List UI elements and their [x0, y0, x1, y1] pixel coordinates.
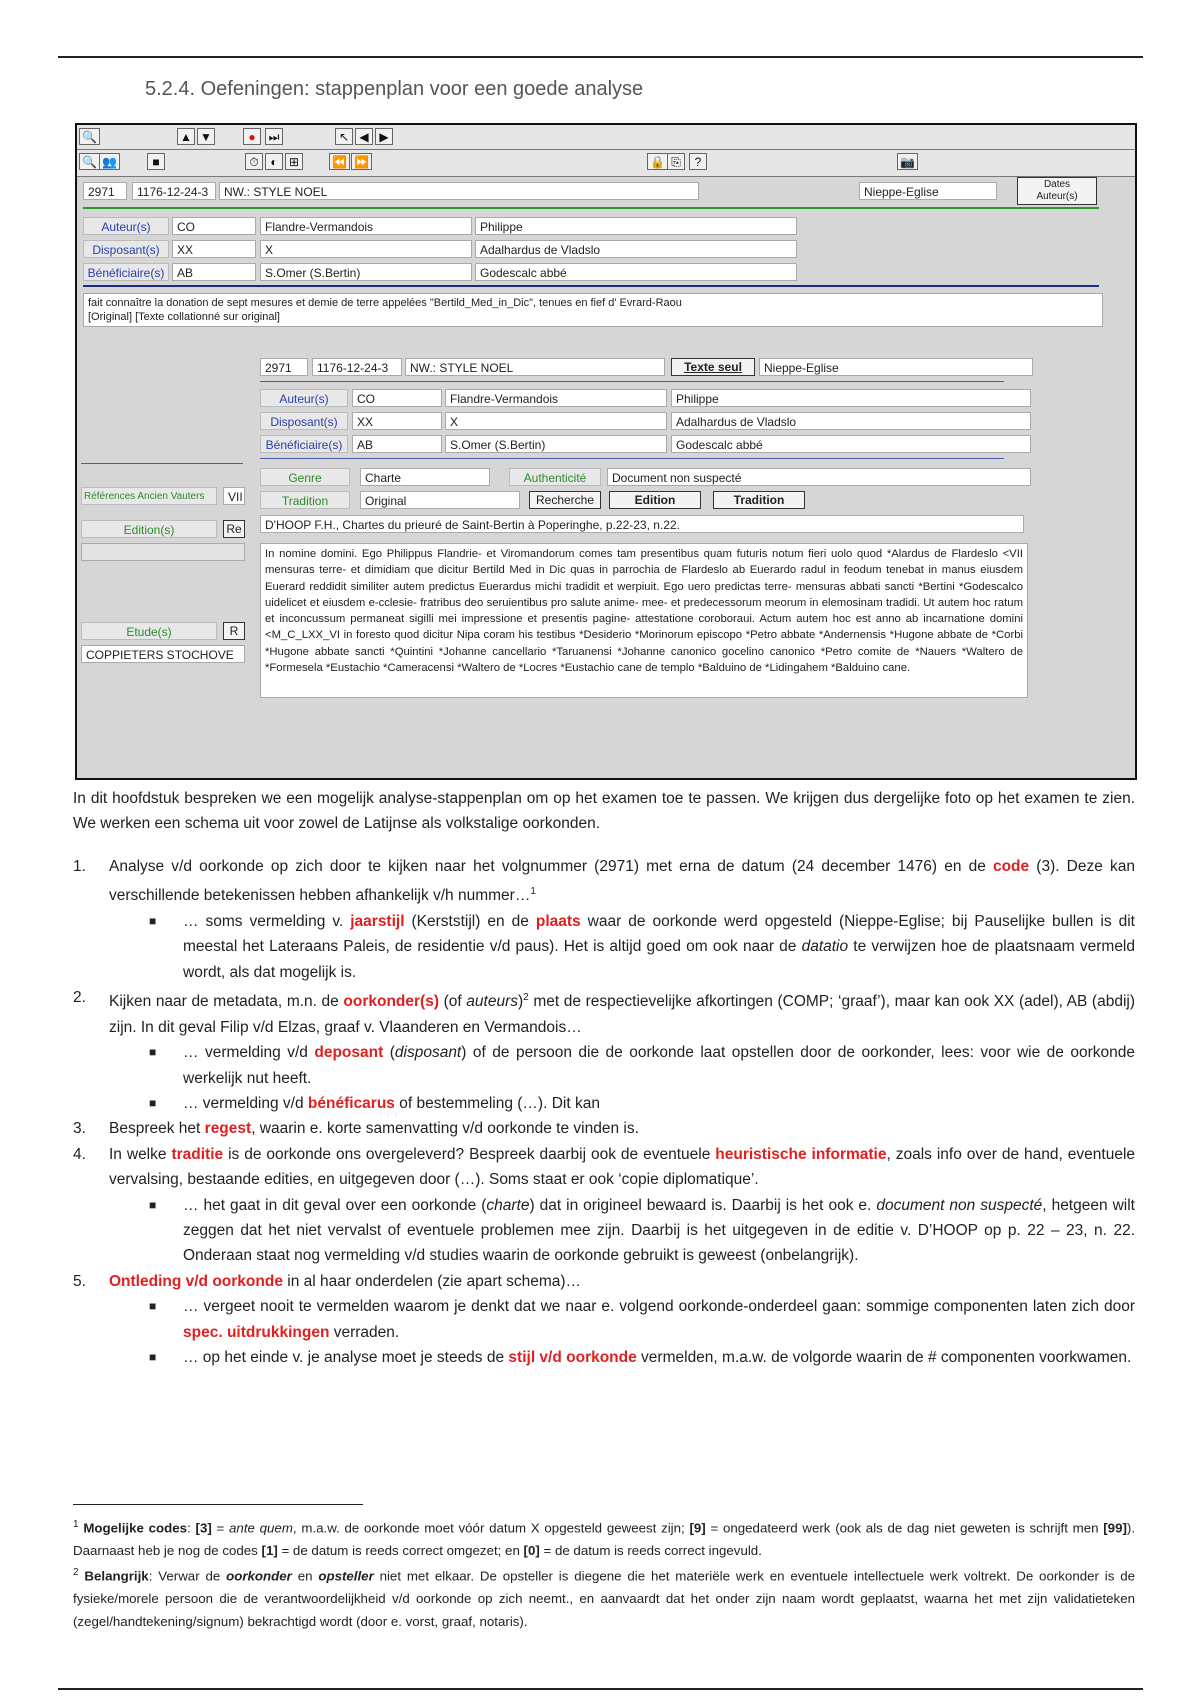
search-icon[interactable]: 🔍 [79, 153, 100, 170]
auteurs-code[interactable]: CO [172, 217, 256, 235]
recherche-button[interactable]: Recherche [529, 491, 601, 509]
etudes-button[interactable]: R [223, 622, 245, 640]
next-icon[interactable]: ▶ [375, 128, 393, 145]
blue-separator [83, 285, 1099, 287]
etudes-label: Etude(s) [81, 622, 217, 640]
inner-record-date-code[interactable]: 1176-12-24-3 [312, 358, 402, 376]
left-blue-separator [81, 463, 243, 464]
skip-end-icon[interactable]: ⏭ [265, 128, 283, 145]
copy-icon[interactable]: ⎘ [667, 153, 685, 170]
section-title: 5.2.4. Oefeningen: stappenplan voor een goede analyse [145, 78, 644, 100]
zoom-icon[interactable]: 🔍 [79, 128, 100, 145]
cursor-icon[interactable]: ↖ [335, 128, 353, 145]
disposants-code[interactable]: XX [172, 240, 256, 258]
inner-auteurs-code[interactable]: CO [352, 389, 442, 407]
authenticite-label: Authenticité [509, 468, 601, 486]
toolbar-row-2 [77, 150, 1135, 177]
auteurs-person[interactable]: Philippe [475, 217, 797, 235]
disposants-label: Disposant(s) [83, 240, 169, 258]
tradition-value[interactable]: Original [360, 491, 520, 509]
inner-beneficiaires-person[interactable]: Godescalc abbé [671, 435, 1031, 453]
editions-button[interactable]: Re [223, 520, 245, 538]
clock-icon[interactable]: ⏱ [245, 153, 263, 170]
lock-icon[interactable]: 🔒 [647, 153, 668, 170]
editions-empty [81, 543, 245, 561]
inner-record-id[interactable]: 2971 [260, 358, 308, 376]
inner-beneficiaires-label: Bénéficiaire(s) [260, 435, 348, 453]
editions-label: Edition(s) [81, 520, 217, 538]
inner-auteurs-label: Auteur(s) [260, 389, 348, 407]
dates-button-label: Dates [1043, 179, 1071, 190]
footnote-2: $^2$ Belangrijk: Verwar de oorkonder en opsteller niet met elkaar. De opsteller is diegene die het materiële werk en eventuele intellectuele werk voltrekt. De oorkonder is de fysieke/morele persoon die de verantwoordelijkheid v/d oorkonde op zich neemt., en aanvaardt dat het onder zijn naam wordt geplaatst, waarna het met zijn validatieteken (zegel/handtekening/signum) bekrachtigd wordt (door e. vorst, graaf, notaris). [73, 1567, 1136, 1629]
step-4: 4. In welke traditie is de oorkonde ons overgeleverd? Bespreek daarbij ook de eventuele heuristische informatie, zoals info over de hand, eventuele vervalsing, bestaande edities, en uitgegeven door (…). Soms staat er ook ‘copie diplomatique’. ■ … het gaat in dit geval over een oorkonde (charte) dat in origineel bewaard is. Daarbij is het ook e. document non suspecté, hetgeen wilt zeggen dat het niet vervalst of eventuele problemen mee zijn. Daarbij is het uitgegeven in de editie v. D’HOOP op p. 22 – 23, n. 22. Onderaan staat nog vermelding v/d studies waarin de oorkonde gebruikt is geweest (onbelangrijk). [73, 1142, 1135, 1269]
step-2-sub-2: ■ … vermelding v/d bénéficarus of bestemmeling (…). Dit kan [149, 1094, 600, 1112]
texte-seul-button[interactable]: Texte seul [671, 358, 755, 376]
intro-paragraph: In dit hoofdstuk bespreken we een mogelijk analyse-stappenplan om op het examen toe te passen. We krijgen dus dergelijke foto op het examen te zien. We werken een schema uit voor zowel de Latijnse als volkstalige oorkonden. [73, 790, 1135, 832]
refs-value[interactable]: VII [223, 487, 245, 505]
tradition-button[interactable]: Tradition [713, 491, 805, 509]
footnote-rule [73, 1504, 363, 1505]
step-2-sub-1: ■ … vermelding v/d deposant (disposant) of de persoon die de oorkonde laat opstellen door de oorkonder, lees: voor wie de oorkonde werkelijk nut heeft. [149, 1044, 1135, 1087]
green-separator [83, 207, 1099, 209]
step-5-sub-1: ■ … vergeet nooit te vermelden waarom je denkt dat we naar e. volgend oorkonde-onderdeel gaan: sommige componenten laten zich door spec. uitdrukkingen verraden. [149, 1298, 1135, 1341]
toolbar-row-1 [77, 125, 1135, 150]
footer-rule [58, 1688, 1143, 1690]
edition-button[interactable]: Edition [609, 491, 701, 509]
disposants-region[interactable]: X [260, 240, 472, 258]
regest-box[interactable] [83, 293, 1103, 327]
inner-beneficiaires-region[interactable]: S.Omer (S.Bertin) [445, 435, 667, 453]
regest-line-1: fait connaître la donation de sept mesures et demie de terre appelées "Bertild_Med_in_Dic", tenues en fief d' Evrard-Raou [88, 297, 682, 309]
inner-beneficiaires-code[interactable]: AB [352, 435, 442, 453]
inner-disposants-person[interactable]: Adalhardus de Vladslo [671, 412, 1031, 430]
beneficiaires-region[interactable]: S.Omer (S.Bertin) [260, 263, 472, 281]
footnotes [73, 1514, 1135, 1633]
beneficiaires-code[interactable]: AB [172, 263, 256, 281]
users-icon[interactable]: 👥 [99, 153, 120, 170]
record-title[interactable]: NW.: STYLE NOEL [219, 182, 699, 200]
rewind-icon[interactable]: ⏪ [329, 153, 350, 170]
grid-icon[interactable]: ⊞ [285, 153, 303, 170]
stop-icon[interactable]: ■ [147, 153, 165, 170]
genre-value[interactable]: Charte [360, 468, 490, 486]
auteurs-button-label: Auteur(s) [1036, 191, 1078, 202]
inner-auteurs-person[interactable]: Philippe [671, 389, 1031, 407]
inner-disposants-region[interactable]: X [445, 412, 667, 430]
step-2: 2. Kijken naar de metadata, m.n. de oorkonder(s) (of auteurs)$^2$ met de respectievelijke afkortingen (COMP; ‘graaf’), maar kan ook XX (adel), AB (abdij) zijn. In dit geval Filip v/d Elzas, graaf v. Vlaanderen en Vermandois… ■ … vermelding v/d deposant (disposant) of de persoon die de oorkonde laat opstellen door de oorkonder, lees: voor wie de oorkonde werkelijk nut heeft. ■ … vermelding v/d bénéficarus of bestemmeling (…). Dit kan [73, 985, 1135, 1116]
beneficiaires-person[interactable]: Godescalc abbé [475, 263, 797, 281]
fast-forward-icon[interactable]: ⏩ [351, 153, 372, 170]
record-place[interactable]: Nieppe-Eglise [859, 182, 997, 200]
authenticite-value[interactable]: Document non suspecté [607, 468, 1031, 486]
step-4-sub-1: ■ … het gaat in dit geval over een oorkonde (charte) dat in origineel bewaard is. Daarbij is het ook e. document non suspecté, hetgeen wilt zeggen dat het niet vervalst of eventuele problemen mee zijn. Daarbij is het uitgegeven in de editie v. D’HOOP op p. 22 – 23, n. 22. Onderaan staat nog vermelding v/d studies waarin de oorkonde gebruikt is geweest (onbelangrijk). [149, 1196, 1135, 1265]
inner-blue-separator-2 [260, 458, 1004, 459]
auteurs-label: Auteur(s) [83, 217, 169, 235]
tradition-label: Tradition [260, 491, 350, 509]
auteurs-region[interactable]: Flandre-Vermandois [260, 217, 472, 235]
genre-label: Genre [260, 468, 350, 486]
prev-icon[interactable]: ◀ [355, 128, 373, 145]
header-rule [58, 56, 1143, 58]
step-5: 5. Ontleding v/d oorkonde in al haar onderdelen (zie apart schema)… ■ … vergeet nooit te vermelden waarom je denkt dat we naar e. volgend oorkonde-onderdeel gaan: sommige componenten laten zich door spec. uitdrukkingen verraden. ■ … op het einde v. je analyse moet je steeds de stijl v/d oorkonde vermelden, m.a.w. de volgorde waarin de # componenten voorkwamen. [73, 1269, 1135, 1371]
step-1: 1. Analyse v/d oorkonde op zich door te kijken naar het volgnummer (2971) met erna de datum (24 december 1476) en de code (3). Deze kan verschillende betekenissen hebben afhankelijk v/h nummer…$^1$ ■ … soms vermelding v. jaarstijl (Kerststijl) en de plaats waar de oorkonde werd opgesteld (Nieppe-Eglise; bij Pauselijke bullen is dit meestal het Lateraans Paleis, de residentie v/d paus). Het is altijd goed om ook naar de datatio te verwijzen hoe de plaatsnaam vermeld wordt, als dat mogelijk is. [73, 854, 1135, 985]
dates-button[interactable] [1017, 177, 1097, 205]
camera-icon[interactable]: 📷 [897, 153, 918, 170]
inner-record-title[interactable]: NW.: STYLE NOEL [405, 358, 665, 376]
step-5-sub-2: ■ … op het einde v. je analyse moet je steeds de stijl v/d oorkonde vermelden, m.a.w. de volgorde waarin de # componenten voorkwamen. [149, 1349, 1132, 1367]
inner-record-place[interactable]: Nieppe-Eglise [759, 358, 1033, 376]
arrow-down-icon[interactable]: ▼ [197, 128, 215, 145]
record-date-code[interactable]: 1176-12-24-3 [132, 182, 216, 200]
disposants-person[interactable]: Adalhardus de Vladslo [475, 240, 797, 258]
arrow-up-icon[interactable]: ▲ [177, 128, 195, 145]
inner-blue-separator-1 [260, 381, 1004, 382]
inner-disposants-label: Disposant(s) [260, 412, 348, 430]
step-1-sub-1: ■ … soms vermelding v. jaarstijl (Kerststijl) en de plaats waar de oorkonde werd opgesteld (Nieppe-Eglise; bij Pauselijke bullen is dit meestal het Lateraans Paleis, de residentie v/d paus). Het is altijd goed om ook naar de datatio te verwijzen hoe de plaatsnaam vermeld wordt, als dat mogelijk is. [149, 912, 1136, 981]
database-screenshot [75, 123, 1137, 780]
regest-line-2: [Original] [Texte collationné sur original] [88, 311, 280, 323]
contrast-icon[interactable]: ◐ [265, 153, 283, 170]
etudes-value[interactable]: COPPIETERS STOCHOVE [81, 645, 245, 663]
help-icon[interactable]: ? [689, 153, 707, 170]
edition-reference[interactable]: D'HOOP F.H., Chartes du prieuré de Saint-Bertin à Poperinghe, p.22-23, n.22. [260, 515, 1024, 533]
refs-label: Références Ancien Vauters [81, 487, 217, 505]
inner-disposants-code[interactable]: XX [352, 412, 442, 430]
beneficiaires-label: Bénéficiaire(s) [83, 263, 169, 281]
step-3: 3. Bespreek het regest, waarin e. korte samenvatting v/d oorkonde te vinden is. [73, 1120, 639, 1138]
footnote-1: $^1$ Mogelijke codes: [3] = ante quem, m.a.w. de oorkonde moet vóór datum X opgesteld geweest zijn; [9] = ongedateerd werk (ook als de dag niet geweten is schrijft men [99]). Daarnaast heb je nog de codes [1] = de datum is reeds correct omgezet; en [0] = de datum is reeds correct ingevuld. [73, 1519, 1136, 1558]
steps-list [73, 854, 1135, 1370]
inner-auteurs-region[interactable]: Flandre-Vermandois [445, 389, 667, 407]
record-icon[interactable]: ● [243, 128, 261, 145]
charter-text[interactable]: In nomine domini. Ego Philippus Flandrie- et Viromandorum comes tam presentibus quam futuris notum fieri uolo quod *Alardus de Flardeslo <VII mensuras terre- et dimidiam que dicitur Bertild Med in Dic quas in parrochia de Flardeslo ab Euerardo radul in feodum tenebat in manus eiusdem Euerard reddidit similiter autem predictus Euerardus michi tradidit et werpiuit. Ego uero predictas terre- mensuras abbati sancti *Bertini *Godescalco uidelicet et eiusdem e-cclesie- fratribus deo seruientibus pro salute anime- mee- et predecessorum meorum in elemosinam tradidi. Ut autem hoc ratum et inconcussum permaneat sigilli mei impressione et presentis pagine- attestatione coroboraui. Actum autem hoc est anno ab incarnatione domini <M_C_LXX_VI in foresto quod dicitur Nipa coram his testibus *Desiderio *Morinorum episcopo *Petro abbate *Andernensis *Hugone abbate de *Corbi *Hugone abbate sancti *Quintini *Johanne cancellario *Taruanensi *Johanne canonico gocelino canonico *Petro comite de *Nauers *Waltero de *Formesela *Eustachio *Cameracensi *Waltero de *Locres *Eustachio cane de templo *Balduino de *Lidingahem *Balduino cane. [260, 543, 1028, 698]
record-id[interactable]: 2971 [83, 182, 127, 200]
